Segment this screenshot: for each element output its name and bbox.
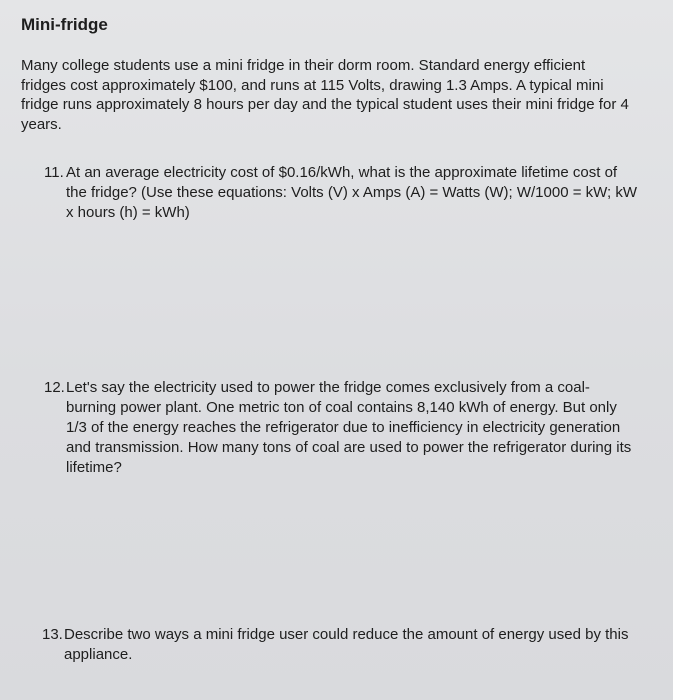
question-text: Let's say the electricity used to power the fridge comes exclusively from a coal-burning power plant. One metric ton of coal contains 8,140 kWh of energy. But only 1/3 of the energy reaches the refrigerator due to inefficiency in electricity generation and transmission. How many tons of coal are used to power the refrigerator during its lifetime? — [66, 379, 632, 476]
question-text: Describe two ways a mini fridge user could reduce the amount of energy used by this appliance. — [64, 626, 629, 663]
question-number: 12. — [44, 379, 65, 396]
question-11 — [44, 163, 638, 223]
worksheet-title: Mini-fridge — [21, 15, 108, 34]
intro-paragraph: Many college students use a mini fridge in their dorm room. Standard energy efficient fridges cost approximately $100, and runs at 115 Volts, drawing 1.3 Amps. A typical mini fridge runs approximately 8 hours per day and the typical student uses their mini fridge for 4 years. — [21, 57, 629, 133]
question-number: 13. — [42, 626, 63, 643]
question-number: 11. — [44, 164, 64, 181]
question-text: At an average electricity cost of $0.16/kWh, what is the approximate lifetime cost of the fridge? (Use these equations: Volts (V) x Amps (A) = Watts (W); W/1000 = kW; kW x hours (h) = kWh) — [66, 164, 638, 221]
question-13 — [42, 625, 649, 665]
question-12 — [44, 378, 638, 478]
